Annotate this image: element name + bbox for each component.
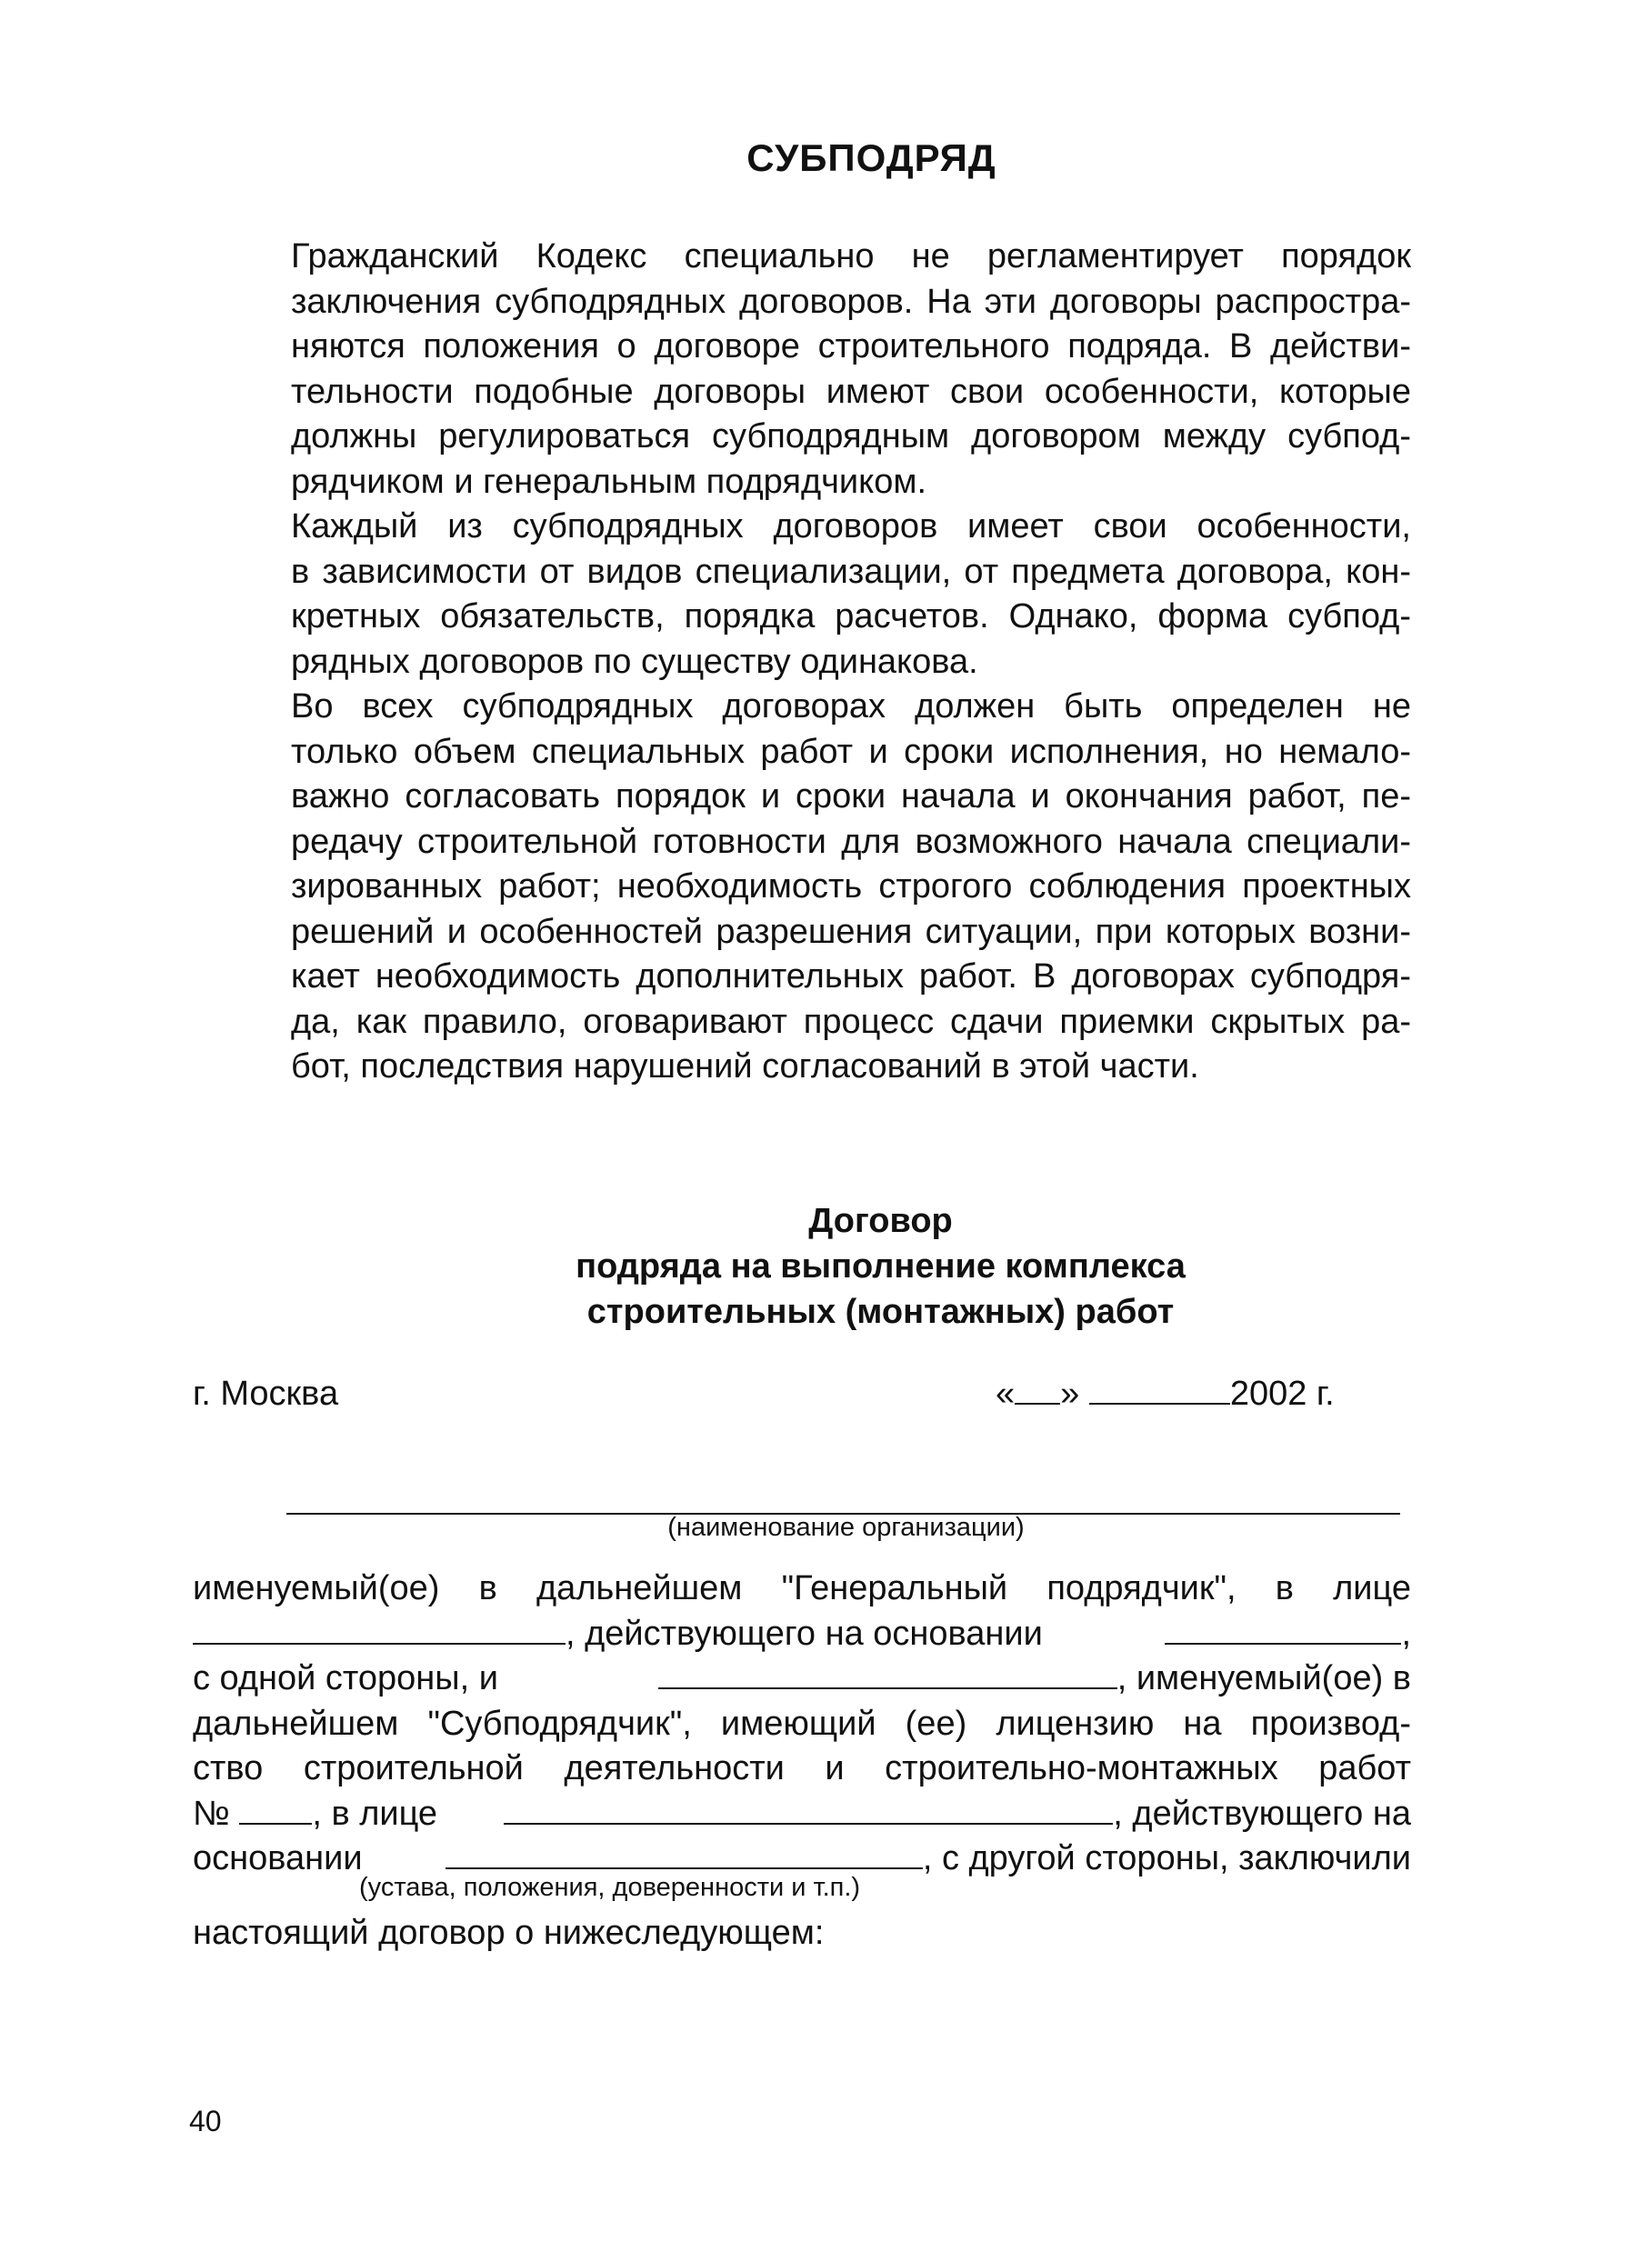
text-line: должны регулироваться субподрядным договором между субпод- (291, 417, 1411, 455)
day-blank (1015, 1376, 1060, 1405)
contract-heading (55, 1198, 1652, 1335)
text-line: Во всех субподрядных договорах должен быть определен не (291, 687, 1411, 726)
preamble-row (193, 1656, 1411, 1702)
license-number-blank (239, 1796, 312, 1825)
representative-blank (193, 1616, 566, 1645)
preamble-text: , (1401, 1614, 1411, 1653)
text-line: тельности подобные договоры имеют свои особенности, которые (291, 372, 1411, 411)
preamble-row (193, 1792, 1411, 1837)
text-line: заключения субподрядных договоров. На эти договоры распростра- (291, 282, 1411, 321)
date-open-quote: « (996, 1375, 1016, 1413)
preamble-text: № (193, 1794, 230, 1833)
preamble-row (193, 1747, 1411, 1792)
date-close-quote: » (1060, 1375, 1080, 1413)
preamble-text: , с другой стороны, заключили (922, 1839, 1411, 1877)
preamble-text: , действующего на основании (566, 1614, 1043, 1653)
preamble-text: , в лице (312, 1794, 438, 1833)
intro-text (193, 235, 1411, 1090)
contract-preamble (193, 1548, 1411, 1882)
preamble-text: именуемый(ое) в дальнейшем "Генеральный подрядчик", в лице (193, 1569, 1411, 1607)
text-line: в зависимости от видов специализации, от предмета договора, кон- (291, 552, 1411, 591)
organization-caption: (наименование организации) (667, 1513, 1025, 1542)
month-blank (1089, 1376, 1230, 1405)
text-line: кретных обязательств, порядка расчетов. Однако, форма субпод- (291, 597, 1411, 636)
preamble-text (193, 1612, 1043, 1657)
preamble-text (1165, 1612, 1411, 1657)
preamble-text: основании (193, 1839, 363, 1877)
preamble-text: дальнейшем "Субподрядчик", имеющий (ее) лицензию на производ- (193, 1704, 1411, 1743)
text-line: только объем специальных работ и сроки исполнения, но немало- (291, 732, 1411, 771)
text-line: Гражданский Кодекс специально не регламентирует порядок (291, 237, 1411, 275)
subcontractor-basis-blank (446, 1840, 923, 1869)
text-line: няются положения о договоре строительного подряда. В действи- (291, 327, 1411, 365)
contract-city: г. Москва (193, 1375, 339, 1413)
contract-date (996, 1375, 1335, 1414)
subcontractor-representative-blank (504, 1796, 1113, 1825)
text-line: редачу строительной готовности для возможного начала специали- (291, 822, 1411, 861)
text-line: да, как правило, оговаривают процесс сдачи приемки скрытых ра- (291, 1002, 1411, 1041)
text-line: кает необходимость дополнительных работ. В договорах субподря- (291, 957, 1411, 996)
text-line: важно согласовать порядок и сроки начала и окончания работ, пе- (291, 777, 1411, 816)
text-line: Каждый из субподрядных договоров имеет свои особенности, (291, 507, 1411, 545)
contract-heading-line: подряда на выполнение комплекса (576, 1247, 1186, 1286)
basis-blank (1165, 1616, 1401, 1645)
subcontractor-blank (658, 1660, 1117, 1689)
text-line: зированных работ; необходимость строгого соблюдения проектных (291, 867, 1411, 906)
paragraph-1 (193, 235, 1411, 505)
paragraph-2 (193, 505, 1411, 685)
preamble-row (193, 1612, 1411, 1657)
date-year: 2002 г. (1229, 1375, 1335, 1413)
text-line: бот, последствия нарушений согласований в этой части. (291, 1047, 1199, 1086)
paragraph-3 (193, 685, 1411, 1090)
preamble-text: , действующего на (1113, 1794, 1411, 1833)
page-title: СУБПОДРЯД (746, 136, 996, 179)
preamble-text: ство строительной деятельности и строительно-монтажных работ (193, 1749, 1411, 1787)
preamble-text (658, 1656, 1411, 1702)
text-line: рядчиком и генеральным подрядчиком. (291, 462, 927, 501)
basis-caption: (устава, положения, доверенности и т.п.) (359, 1873, 861, 1902)
contract-heading-line: строительных (монтажных) работ (586, 1293, 1175, 1331)
text-line: решений и особенностей разрешения ситуации, при которых возни- (291, 912, 1411, 951)
preamble-text: с одной стороны, и (193, 1659, 498, 1697)
preamble-row (193, 1566, 1411, 1612)
final-line: настоящий договор о нижеследующем: (193, 1914, 825, 1952)
preamble-text (504, 1792, 1411, 1837)
preamble-row (193, 1702, 1411, 1747)
contract-heading-line: Договор (808, 1202, 953, 1240)
preamble-text: , именуемый(ое) в (1116, 1659, 1411, 1697)
preamble-text (193, 1792, 437, 1837)
page-number: 40 (189, 2105, 222, 2137)
text-line: рядных договоров по существу одинакова. (291, 642, 978, 681)
